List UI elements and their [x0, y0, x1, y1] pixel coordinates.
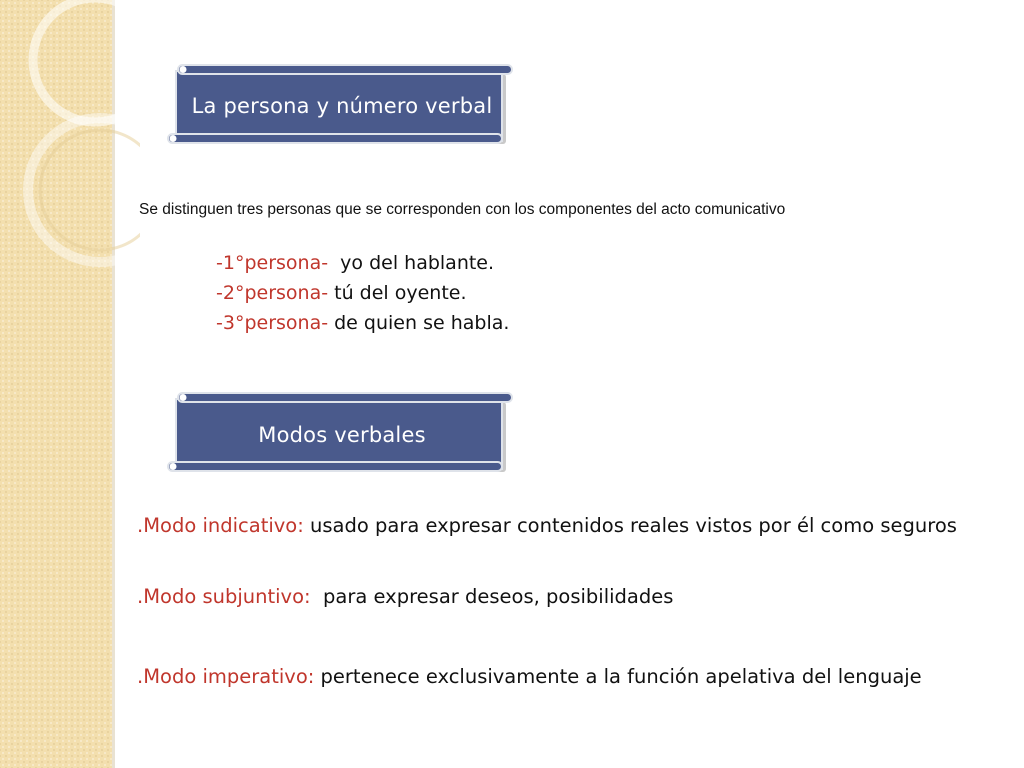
- scroll-banner-persona: [164, 62, 516, 148]
- person-label: -2°persona-: [216, 282, 329, 304]
- list-item: [216, 278, 509, 308]
- mode-indicativo: [137, 514, 957, 537]
- person-text: de quien se habla.: [334, 312, 510, 334]
- mode-label: .Modo subjuntivo:: [137, 585, 311, 608]
- mode-subjuntivo: [137, 585, 673, 608]
- person-label: -1°persona-: [216, 252, 329, 274]
- list-item: [216, 308, 509, 338]
- mode-text: pertenece exclusivamente a la función apelativa del lenguaje: [320, 665, 922, 688]
- banner-title: La persona y número verbal: [191, 94, 493, 118]
- person-text: tú del oyente.: [334, 282, 467, 304]
- decorative-circles: [0, 0, 140, 320]
- mode-text: para expresar deseos, posibilidades: [323, 585, 674, 608]
- banner-title: Modos verbales: [258, 423, 426, 447]
- persons-list: [216, 248, 509, 338]
- scroll-banner-modos: [164, 390, 516, 476]
- list-item: [216, 248, 509, 278]
- mode-label: .Modo imperativo:: [137, 665, 315, 688]
- intro-text: Se distinguen tres personas que se corresponden con los componentes del acto comunicativo: [139, 201, 786, 218]
- mode-imperativo: [137, 665, 922, 688]
- mode-text: usado para expresar contenidos reales vistos por él como seguros: [310, 514, 957, 537]
- person-label: -3°persona-: [216, 312, 329, 334]
- person-text: yo del hablante.: [340, 252, 495, 274]
- mode-label: .Modo indicativo:: [137, 514, 304, 537]
